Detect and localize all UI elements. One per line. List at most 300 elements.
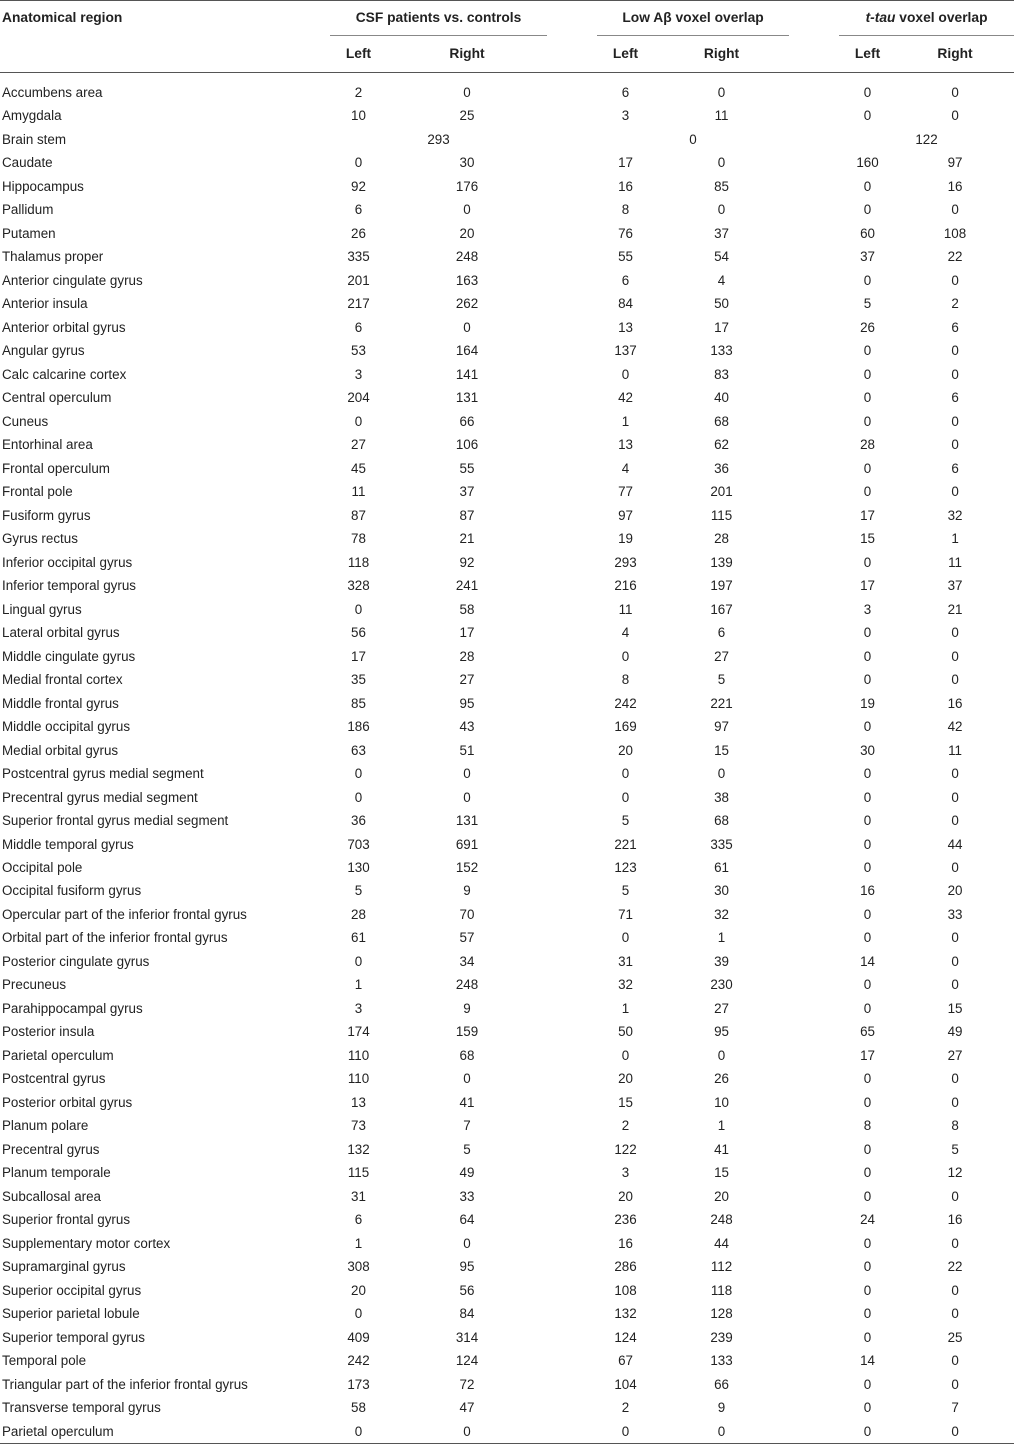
region-name-cell: Middle occipital gyrus (2, 719, 131, 735)
abeta-left-cell: 13 (618, 437, 633, 453)
table-row (0, 269, 1014, 292)
table-row (0, 198, 1014, 221)
spacer-cell (547, 504, 597, 527)
spacer-cell (547, 410, 597, 433)
csf-left-cell: 0 (354, 155, 363, 171)
table-header (0, 1, 1014, 73)
ttau-right-cell: 22 (947, 249, 963, 265)
csf-right-cell: 141 (455, 366, 479, 382)
abeta-left-cell: 16 (618, 1235, 633, 1251)
spacer-cell (789, 1208, 839, 1231)
spacer-cell (789, 1349, 839, 1372)
table-row (0, 480, 1014, 503)
table-row (0, 1020, 1014, 1043)
abeta-right-cell: 335 (710, 836, 733, 852)
spacer-cell (789, 621, 839, 644)
abeta-left-cell: 104 (614, 1376, 637, 1392)
region-name-cell: Amygdala (2, 108, 62, 124)
csf-right-cell: 691 (455, 836, 479, 852)
spacer-cell (789, 292, 839, 315)
table-row (0, 1138, 1014, 1161)
csf-left-cell: 328 (347, 578, 370, 594)
csf-right-cell: 33 (459, 1188, 475, 1204)
abeta-right-cell: 20 (714, 1188, 729, 1204)
csf-right-cell: 124 (455, 1353, 479, 1369)
spacer-cell (547, 762, 597, 785)
abeta-right-cell: 0 (717, 766, 726, 782)
table-row (0, 363, 1014, 386)
ttau-right-cell: 0 (896, 1420, 1014, 1444)
region-name-cell: Inferior occipital gyrus (2, 554, 133, 570)
spacer-cell (789, 386, 839, 409)
region-name-cell: Planum polare (2, 1118, 89, 1134)
ttau-left-cell: 0 (863, 1235, 872, 1251)
table-row (0, 222, 1014, 245)
csf-left-cell: 201 (347, 272, 370, 288)
ttau-left-cell: 26 (860, 319, 875, 335)
ttau-right-cell: 6 (951, 460, 959, 476)
region-name-cell: Middle frontal gyrus (2, 695, 119, 711)
abeta-left-cell: 0 (621, 789, 630, 805)
abeta-left-cell: 71 (618, 906, 633, 922)
ttau-right-cell: 0 (951, 789, 959, 805)
abeta-right-cell: 0 (654, 1420, 789, 1444)
ttau-left-cell: 30 (860, 742, 875, 758)
abeta-left-cell: 3 (621, 108, 630, 124)
abeta-right-cell: 15 (714, 742, 729, 758)
abeta-right-cell: 248 (710, 1212, 733, 1228)
spacer-cell (547, 1326, 597, 1349)
spacer-cell (547, 1020, 597, 1043)
region-name-cell: Pallidum (2, 202, 54, 218)
region-name-cell: Medial frontal cortex (2, 672, 123, 688)
ttau-right-cell: 0 (951, 1353, 959, 1369)
spacer-cell (547, 1185, 597, 1208)
ttau-right-cell: 37 (947, 578, 963, 594)
csf-right-cell: 58 (459, 601, 475, 617)
region-name-cell: Superior temporal gyrus (2, 1329, 145, 1345)
spacer-cell (547, 128, 597, 151)
ttau-left-cell: 0 (863, 178, 872, 194)
ttau-left-cell: 0 (863, 719, 872, 735)
csf-right-cell: 95 (459, 1259, 475, 1275)
spacer-cell (789, 833, 839, 856)
spacer-cell (547, 316, 597, 339)
ttau-left-cell: 0 (863, 977, 872, 993)
abeta-right-cell: 230 (710, 977, 733, 993)
spacer-cell (789, 1232, 839, 1255)
abeta-left-cell: 0 (621, 366, 630, 382)
table-row (0, 128, 1014, 151)
spacer-cell (789, 973, 839, 996)
csf-left-cell: 217 (347, 296, 370, 312)
csf-left-cell: 26 (351, 225, 366, 241)
region-name-cell: Postcentral gyrus (2, 1071, 106, 1087)
ttau-right-cell: 0 (951, 272, 959, 288)
spacer-cell (789, 645, 839, 668)
ttau-right-cell: 49 (947, 1024, 963, 1040)
region-name-cell: Cuneus (2, 413, 49, 429)
region-name-cell: Middle temporal gyrus (2, 836, 134, 852)
abeta-right-cell: 0 (717, 202, 726, 218)
ttau-right-cell: 0 (951, 625, 959, 641)
csf-right-cell: 34 (459, 953, 475, 969)
table-row (0, 1349, 1014, 1372)
table-body (0, 73, 1014, 1444)
table-row (0, 856, 1014, 879)
csf-left-cell: 3 (354, 366, 363, 382)
abeta-left-cell: 0 (621, 930, 630, 946)
spacer-cell (547, 104, 597, 127)
spacer-cell (547, 1138, 597, 1161)
region-name-cell: Transverse temporal gyrus (2, 1400, 161, 1416)
abeta-right-cell: 66 (714, 1376, 729, 1392)
table-row (0, 786, 1014, 809)
spacer-cell (547, 222, 597, 245)
ttau-right-cell: 0 (951, 366, 959, 382)
csf-left-header: Left (330, 36, 387, 73)
csf-left-cell: 1 (354, 977, 363, 993)
abeta-left-header: Left (597, 36, 654, 73)
csf-right-cell: 248 (455, 977, 479, 993)
abeta-right-cell: 139 (710, 554, 733, 570)
t-tau-label: t-tau (865, 10, 896, 25)
csf-right-cell: 95 (459, 695, 475, 711)
spacer-cell (547, 903, 597, 926)
csf-left-cell: 73 (351, 1118, 366, 1134)
spacer-cell (789, 245, 839, 268)
abeta-right-cell: 27 (714, 1000, 729, 1016)
spacer-cell (547, 1373, 597, 1396)
csf-left-cell: 11 (351, 484, 366, 500)
abeta-left-cell: 76 (618, 225, 633, 241)
spacer-cell (789, 668, 839, 691)
spacer-cell (789, 527, 839, 550)
csf-left-cell: 0 (354, 766, 363, 782)
region-name-cell: Gyrus rectus (2, 531, 78, 547)
table-row (0, 1396, 1014, 1419)
region-name-cell: Angular gyrus (2, 343, 85, 359)
abeta-left-cell: 4 (621, 625, 630, 641)
table-row (0, 668, 1014, 691)
abeta-left-cell: 11 (618, 601, 633, 617)
ttau-right-cell: 0 (951, 1188, 959, 1204)
spacer-cell (547, 715, 597, 738)
csf-right-cell: 152 (455, 859, 479, 875)
region-name-cell: Thalamus proper (2, 249, 104, 265)
abeta-left-cell: 242 (614, 695, 637, 711)
abeta-left-cell: 19 (618, 531, 633, 547)
abeta-right-cell: 133 (710, 343, 733, 359)
ttau-left-cell: 24 (860, 1212, 875, 1228)
table-row (0, 104, 1014, 127)
abeta-merged-cell: 0 (689, 131, 697, 147)
spacer-cell (547, 692, 597, 715)
table-row (0, 1232, 1014, 1255)
abeta-left-cell: 20 (618, 1188, 633, 1204)
ttau-left-cell: 0 (863, 85, 872, 100)
csf-left-cell: 130 (347, 859, 370, 875)
table-row (0, 1279, 1014, 1302)
ttau-left-cell: 65 (860, 1024, 875, 1040)
ttau-left-cell: 14 (860, 953, 875, 969)
abeta-left-cell: 286 (614, 1259, 637, 1275)
table-row (0, 245, 1014, 268)
ttau-right-cell: 6 (951, 319, 959, 335)
abeta-right-cell: 167 (710, 601, 733, 617)
ttau-left-cell: 60 (860, 225, 875, 241)
abeta-right-cell: 9 (717, 1400, 726, 1416)
csf-right-cell: 262 (455, 296, 479, 312)
csf-left-cell: 28 (351, 906, 366, 922)
abeta-right-cell: 115 (710, 507, 733, 523)
csf-right-cell: 20 (459, 225, 475, 241)
abeta-left-cell: 50 (618, 1024, 633, 1040)
csf-left-cell: 335 (347, 249, 370, 265)
csf-right-cell: 159 (455, 1024, 479, 1040)
table-row (0, 833, 1014, 856)
ttau-left-cell: 0 (863, 390, 872, 406)
spacer-cell (547, 292, 597, 315)
ttau-left-cell: 0 (863, 554, 872, 570)
csf-left-cell: 10 (351, 108, 366, 124)
region-name-cell: Superior frontal gyrus (2, 1212, 131, 1228)
abeta-left-cell: 17 (618, 155, 633, 171)
csf-right-cell: 17 (459, 625, 475, 641)
csf-right-cell: 70 (459, 906, 475, 922)
spacer-cell (789, 1279, 839, 1302)
abeta-right-cell: 50 (714, 296, 729, 312)
spacer-cell (789, 1373, 839, 1396)
csf-right-cell: 0 (463, 766, 471, 782)
ttau-right-cell: 0 (951, 930, 959, 946)
spacer-cell (789, 1114, 839, 1137)
spacer-cell (789, 363, 839, 386)
ttau-right-cell: 0 (951, 1071, 959, 1087)
abeta-left-cell: 32 (618, 977, 633, 993)
table-row (0, 386, 1014, 409)
region-name-cell: Orbital part of the inferior frontal gyrus (2, 930, 228, 946)
csf-left-cell: 110 (347, 1047, 370, 1063)
csf-right-cell: 0 (463, 202, 471, 218)
abeta-right-cell: 0 (717, 155, 726, 171)
spacer-cell (547, 175, 597, 198)
ttau-left-cell: 0 (863, 836, 872, 852)
ttau-left-cell: 37 (860, 249, 875, 265)
abeta-left-cell: 16 (618, 178, 633, 194)
table-row (0, 715, 1014, 738)
csf-right-cell: 68 (459, 1047, 475, 1063)
ttau-right-cell: 0 (951, 953, 959, 969)
abeta-left-cell: 2 (621, 1400, 630, 1416)
spacer-cell (547, 527, 597, 550)
ttau-right-cell: 42 (947, 719, 963, 735)
table-row (0, 504, 1014, 527)
ttau-right-cell: 0 (951, 1282, 959, 1298)
abeta-right-cell: 6 (717, 625, 726, 641)
ttau-left-cell: 0 (863, 1282, 872, 1298)
ttau-right-cell: 0 (951, 859, 959, 875)
abeta-right-header: Right (654, 36, 789, 73)
spacer-cell (547, 926, 597, 949)
ttau-right-cell: 0 (951, 1376, 959, 1392)
abeta-right-cell: 62 (714, 437, 729, 453)
table-row (0, 1091, 1014, 1114)
spacer-cell (789, 339, 839, 362)
table-row (0, 809, 1014, 832)
abeta-left-cell: 108 (614, 1282, 637, 1298)
csf-left-cell: 703 (347, 836, 370, 852)
ttau-left-cell: 0 (863, 1141, 872, 1157)
spacer-cell (547, 433, 597, 456)
ttau-left-cell: 0 (863, 789, 872, 805)
spacer-cell (789, 1020, 839, 1043)
abeta-right-cell: 36 (714, 460, 729, 476)
csf-right-cell: 56 (459, 1282, 475, 1298)
abeta-left-cell: 8 (621, 672, 630, 688)
spacer-cell (789, 269, 839, 292)
spacer-cell (547, 739, 597, 762)
region-column-header: Anatomical region (2, 10, 123, 26)
region-name-cell: Postcentral gyrus medial segment (2, 766, 204, 782)
table-row (0, 339, 1014, 362)
table-row (0, 527, 1014, 550)
ttau-right-cell: 8 (951, 1118, 959, 1134)
ttau-right-header: Right (896, 36, 1014, 73)
region-name-cell: Opercular part of the inferior frontal gyrus (2, 906, 247, 922)
ttau-right-cell: 32 (947, 507, 963, 523)
ttau-right-cell: 7 (951, 1400, 959, 1416)
region-name-cell: Anterior orbital gyrus (2, 319, 126, 335)
table-row (0, 292, 1014, 315)
csf-left-cell: 20 (351, 1282, 366, 1298)
ttau-left-cell: 15 (860, 531, 875, 547)
abeta-right-cell: 15 (714, 1165, 729, 1181)
ttau-left-cell: 0 (863, 930, 872, 946)
abeta-right-cell: 38 (714, 789, 729, 805)
abeta-left-cell: 31 (618, 953, 633, 969)
spacer-cell (547, 950, 597, 973)
spacer-cell (547, 645, 597, 668)
table-row (0, 1161, 1014, 1184)
spacer-cell (789, 151, 839, 174)
region-name-cell: Planum temporale (2, 1165, 111, 1181)
spacer-cell (547, 1114, 597, 1137)
spacer-cell (547, 1255, 597, 1278)
csf-left-cell: 53 (351, 343, 366, 359)
ttau-left-cell: 0 (863, 1188, 872, 1204)
spacer-cell (789, 1185, 839, 1208)
table-row (0, 574, 1014, 597)
csf-left-cell: 31 (351, 1188, 366, 1204)
spacer-cell (789, 457, 839, 480)
region-name-cell: Medial orbital gyrus (2, 742, 119, 758)
region-name-cell: Central operculum (2, 390, 112, 406)
abeta-left-cell: 15 (618, 1094, 633, 1110)
t-tau-suffix: voxel overlap (895, 10, 988, 25)
csf-right-cell: 47 (459, 1400, 475, 1416)
spacer-cell (547, 457, 597, 480)
csf-left-cell: 409 (347, 1329, 370, 1345)
csf-left-cell: 63 (351, 742, 366, 758)
region-name-cell: Anterior cingulate gyrus (2, 272, 143, 288)
csf-left-cell: 87 (351, 507, 366, 523)
region-name-cell: Anterior insula (2, 296, 88, 312)
region-name-cell: Hippocampus (2, 178, 84, 194)
spacer-cell (789, 879, 839, 902)
spacer-cell (547, 1279, 597, 1302)
spacer-cell (789, 104, 839, 127)
region-name-cell: Posterior insula (2, 1024, 95, 1040)
csf-left-cell: 5 (354, 883, 363, 899)
csf-right-cell: 37 (459, 484, 475, 500)
abeta-right-cell: 201 (710, 484, 733, 500)
table-row (0, 457, 1014, 480)
abeta-left-cell: 221 (614, 836, 637, 852)
csf-right-cell: 87 (459, 507, 475, 523)
abeta-left-cell: 0 (597, 1420, 654, 1444)
csf-left-cell: 3 (354, 1000, 363, 1016)
region-name-cell: Temporal pole (2, 1353, 87, 1369)
csf-right-cell: 131 (455, 813, 479, 829)
csf-left-cell: 78 (351, 531, 366, 547)
csf-left-cell: 45 (351, 460, 366, 476)
csf-left-cell: 27 (351, 437, 366, 453)
ttau-right-cell: 11 (948, 742, 962, 758)
ttau-left-cell: 160 (856, 155, 879, 171)
csf-left-cell: 56 (351, 625, 366, 641)
abeta-left-cell: 124 (614, 1329, 637, 1345)
abeta-left-cell: 55 (618, 249, 633, 265)
ttau-left-cell: 0 (863, 108, 872, 124)
csf-left-cell: 132 (347, 1141, 370, 1157)
ttau-right-cell: 33 (947, 906, 963, 922)
ttau-left-cell: 0 (863, 1000, 872, 1016)
ttau-right-cell: 16 (947, 695, 963, 711)
csf-right-header: Right (387, 36, 547, 73)
spacer-cell (547, 856, 597, 879)
region-name-cell: Parahippocampal gyrus (2, 1000, 143, 1016)
spacer-cell (547, 339, 597, 362)
group-header-t-tau (839, 1, 1014, 36)
spacer-cell (789, 950, 839, 973)
abeta-left-cell: 42 (618, 390, 633, 406)
ttau-left-cell: 0 (863, 413, 872, 429)
spacer-cell (789, 903, 839, 926)
region-name-cell: Superior parietal lobule (2, 1306, 140, 1322)
csf-right-cell: 27 (459, 672, 475, 688)
csf-right-cell: 163 (455, 272, 479, 288)
abeta-right-cell: 27 (714, 648, 729, 664)
csf-right-cell: 106 (455, 437, 479, 453)
spacer-cell (789, 598, 839, 621)
csf-left-cell: 308 (347, 1259, 370, 1275)
abeta-right-cell: 44 (714, 1235, 729, 1251)
spacer-cell (789, 433, 839, 456)
abeta-left-cell: 4 (621, 460, 630, 476)
csf-left-cell: 58 (351, 1400, 366, 1416)
abeta-right-cell: 97 (714, 719, 729, 735)
csf-left-cell: 0 (330, 1420, 387, 1444)
csf-right-cell: 64 (459, 1212, 475, 1228)
spacer-cell (547, 1044, 597, 1067)
region-name-cell: Precentral gyrus (2, 1141, 100, 1157)
ttau-right-cell: 2 (951, 296, 959, 312)
spacer-cell (547, 1420, 597, 1444)
abeta-left-cell: 5 (621, 813, 630, 829)
ttau-left-cell: 0 (863, 1094, 872, 1110)
ttau-left-cell: 19 (860, 695, 875, 711)
